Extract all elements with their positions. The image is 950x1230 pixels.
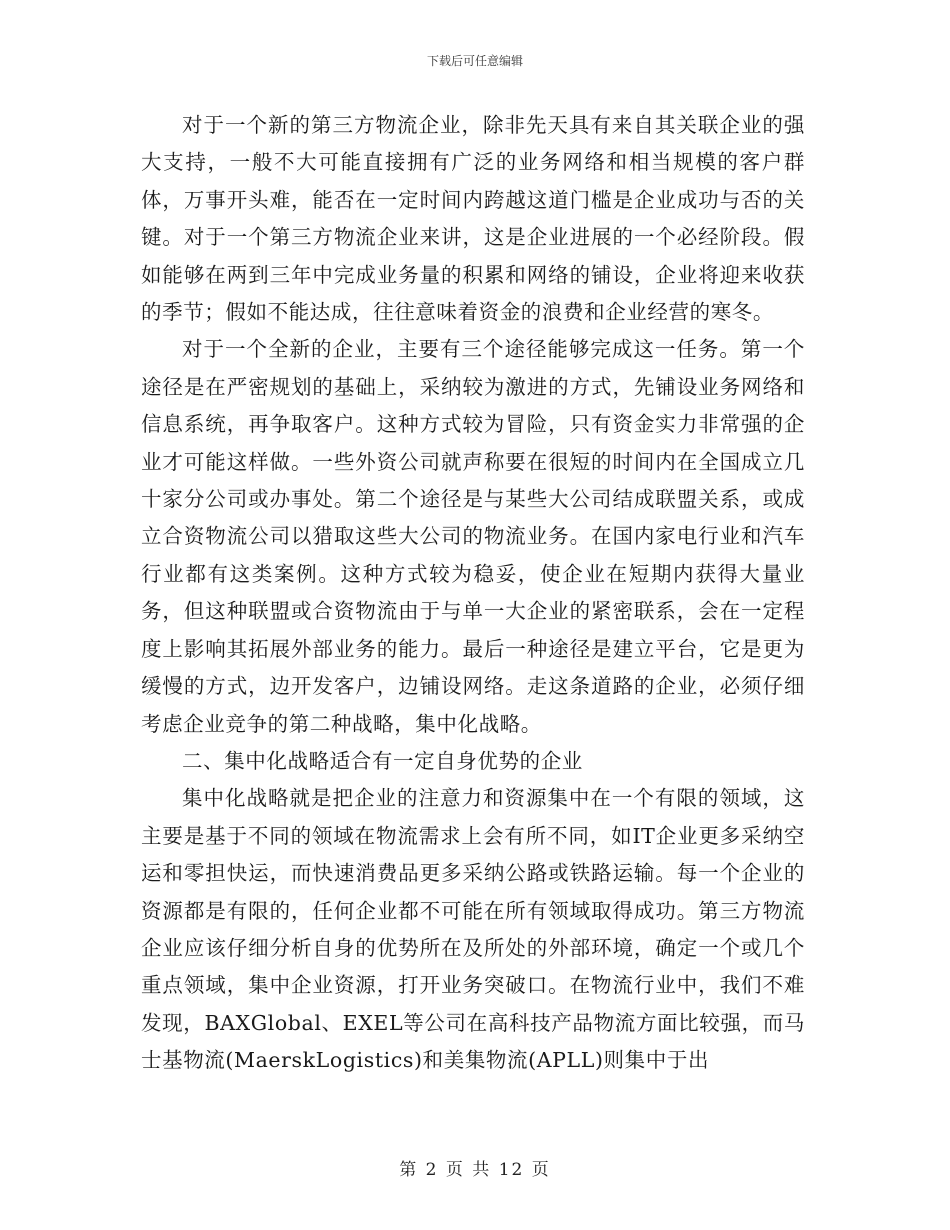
paragraph-1: 对于一个新的第三方物流企业，除非先天具有来自其关联企业的强大支持，一般不大可能直接拥有广泛的业务网络和相当规模的客户群体，万事开头难，能否在一定时间内跨越这道门槛是企业成功与否的关键。对于一个第三方物流企业来讲，这是企业进展的一个必经阶段。假如能够在两到三年中完成业务量的积累和网络的铺设，企业将迎来收获的季节；假如不能达成，往往意味着资金的浪费和企业经营的寒冬。: [141, 113, 805, 325]
document-body: [141, 107, 805, 1080]
section-heading: 二、集中化战略适合有一定自身优势的企业: [182, 748, 583, 773]
page-number: 第 2 页 共 12 页: [399, 1160, 551, 1180]
page-header-note: 下载后可任意编辑: [426, 54, 523, 68]
paragraph-3: 集中化战略就是把企业的注意力和资源集中在一个有限的领域，这主要是基于不同的领域在物流需求上会有所不同，如IT企业更多采纳空运和零担快运，而快速消费品更多采纳公路或铁路运输。每一个企业的资源都是有限的，任何企业都不可能在所有领域取得成功。第三方物流企业应该仔细分析自身的优势所在及所处的外部环境，确定一个或几个重点领域，集中企业资源，打开业务突破口。在物流行业中，我们不难发现，BAXGlobal、EXEL等公司在高科技产品物流方面比较强，而马士基物流(MaerskLogistics)和美集物流(APLL)则集中于出: [141, 786, 805, 1073]
paragraph-2: 对于一个全新的企业，主要有三个途径能够完成这一任务。第一个途径是在严密规划的基础上，采纳较为激进的方式，先铺设业务网络和信息系统，再争取客户。这种方式较为冒险，只有资金实力非常强的企业才可能这样做。一些外资公司就声称要在很短的时间内在全国成立几十家分公司或办事处。第二个途径是与某些大公司结成联盟关系，或成立合资物流公司以猎取这些大公司的物流业务。在国内家电行业和汽车行业都有这类案例。这种方式较为稳妥，使企业在短期内获得大量业务，但这种联盟或合资物流由于与单一大企业的紧密联系，会在一定程度上影响其拓展外部业务的能力。最后一种途径是建立平台，它是更为缓慢的方式，边开发客户，边铺设网络。走这条道路的企业，必须仔细考虑企业竞争的第二种战略，集中化战略。: [141, 337, 805, 736]
